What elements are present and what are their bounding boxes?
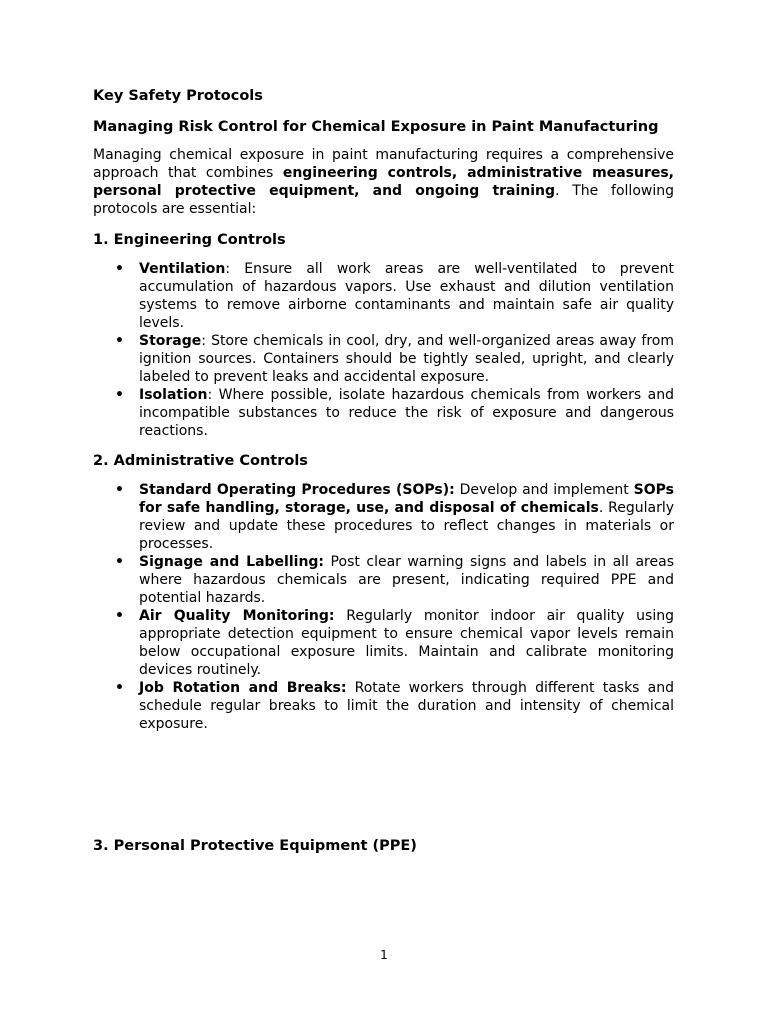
engineering-controls-list	[93, 260, 674, 440]
list-item-job-rotation	[115, 679, 674, 733]
item-text: : Store chemicals in cool, dry, and well-organized areas away from ignition sources. Containers should be tightly sealed, upright, and clearly labeled to prevent leaks and accidental exposure.	[139, 333, 674, 385]
page-number: 1	[380, 948, 388, 962]
bullet-icon: •	[115, 333, 124, 349]
intro-text-end: . The following protocols are essential:	[93, 183, 674, 217]
item-text: Rotate workers through different tasks and schedule regular breaks to limit the duration and intensity of chemical exposure.	[139, 680, 674, 732]
bullet-icon: •	[115, 482, 124, 498]
document-page	[93, 86, 674, 866]
list-item-signage	[115, 553, 674, 607]
item-text: Post clear warning signs and labels in all areas where hazardous chemicals are present, indicating required PPE and potential hazards.	[139, 554, 674, 606]
list-item-isolation	[115, 386, 674, 440]
item-term: Signage and Labelling:	[139, 554, 325, 570]
section-heading-engineering-controls: 1. Engineering Controls	[93, 232, 286, 248]
item-term: Isolation	[139, 387, 208, 403]
document-subtitle: Managing Risk Control for Chemical Exposure in Paint Manufacturing	[93, 119, 659, 135]
item-term: Storage	[139, 333, 202, 349]
list-item-storage	[115, 332, 674, 386]
bullet-icon: •	[115, 554, 124, 570]
page-spacer	[93, 745, 674, 837]
intro-text-bold: engineering controls, administrative measures, personal protective equipment, and ongoing training	[93, 165, 674, 199]
item-term: Air Quality Monitoring:	[139, 608, 335, 624]
list-item-ventilation	[115, 260, 674, 332]
item-term: Ventilation	[139, 261, 226, 277]
list-item-sops	[115, 481, 675, 553]
list-item-air-quality	[115, 607, 674, 679]
intro-text-start: Managing chemical exposure in paint manufacturing requires a comprehensive approach that combines	[93, 147, 674, 181]
item-text: Regularly monitor indoor air quality using appropriate detection equipment to ensure chemical vapor levels remain below occupational exposure limits. Maintain and calibrate monitoring devices routinely.	[139, 608, 674, 678]
item-text-bold: SOPs for safe handling, storage, use, and disposal of chemicals	[139, 482, 675, 516]
item-text: Develop and implement	[454, 482, 634, 498]
section-heading-administrative-controls: 2. Administrative Controls	[93, 453, 308, 469]
item-text: : Ensure all work areas are well-ventilated to prevent accumulation of hazardous vapors. Use exhaust and dilution ventilation systems to remove airborne contaminants and maintain safe air quality levels.	[139, 261, 674, 331]
bullet-icon: •	[115, 387, 124, 403]
item-text-end: . Regularly review and update these procedures to reflect changes in materials or processes.	[139, 500, 674, 552]
administrative-controls-list	[93, 481, 674, 733]
bullet-icon: •	[115, 680, 124, 696]
section-heading-ppe: 3. Personal Protective Equipment (PPE)	[93, 838, 417, 854]
item-text: : Where possible, isolate hazardous chemicals from workers and incompatible substances to reduce the risk of exposure and dangerous reactions.	[139, 387, 674, 439]
document-title: Key Safety Protocols	[93, 88, 263, 104]
item-term: Job Rotation and Breaks:	[139, 680, 347, 696]
item-term: Standard Operating Procedures (SOPs):	[139, 482, 455, 498]
intro-paragraph	[93, 146, 674, 218]
bullet-icon: •	[115, 261, 124, 277]
bullet-icon: •	[115, 608, 124, 624]
